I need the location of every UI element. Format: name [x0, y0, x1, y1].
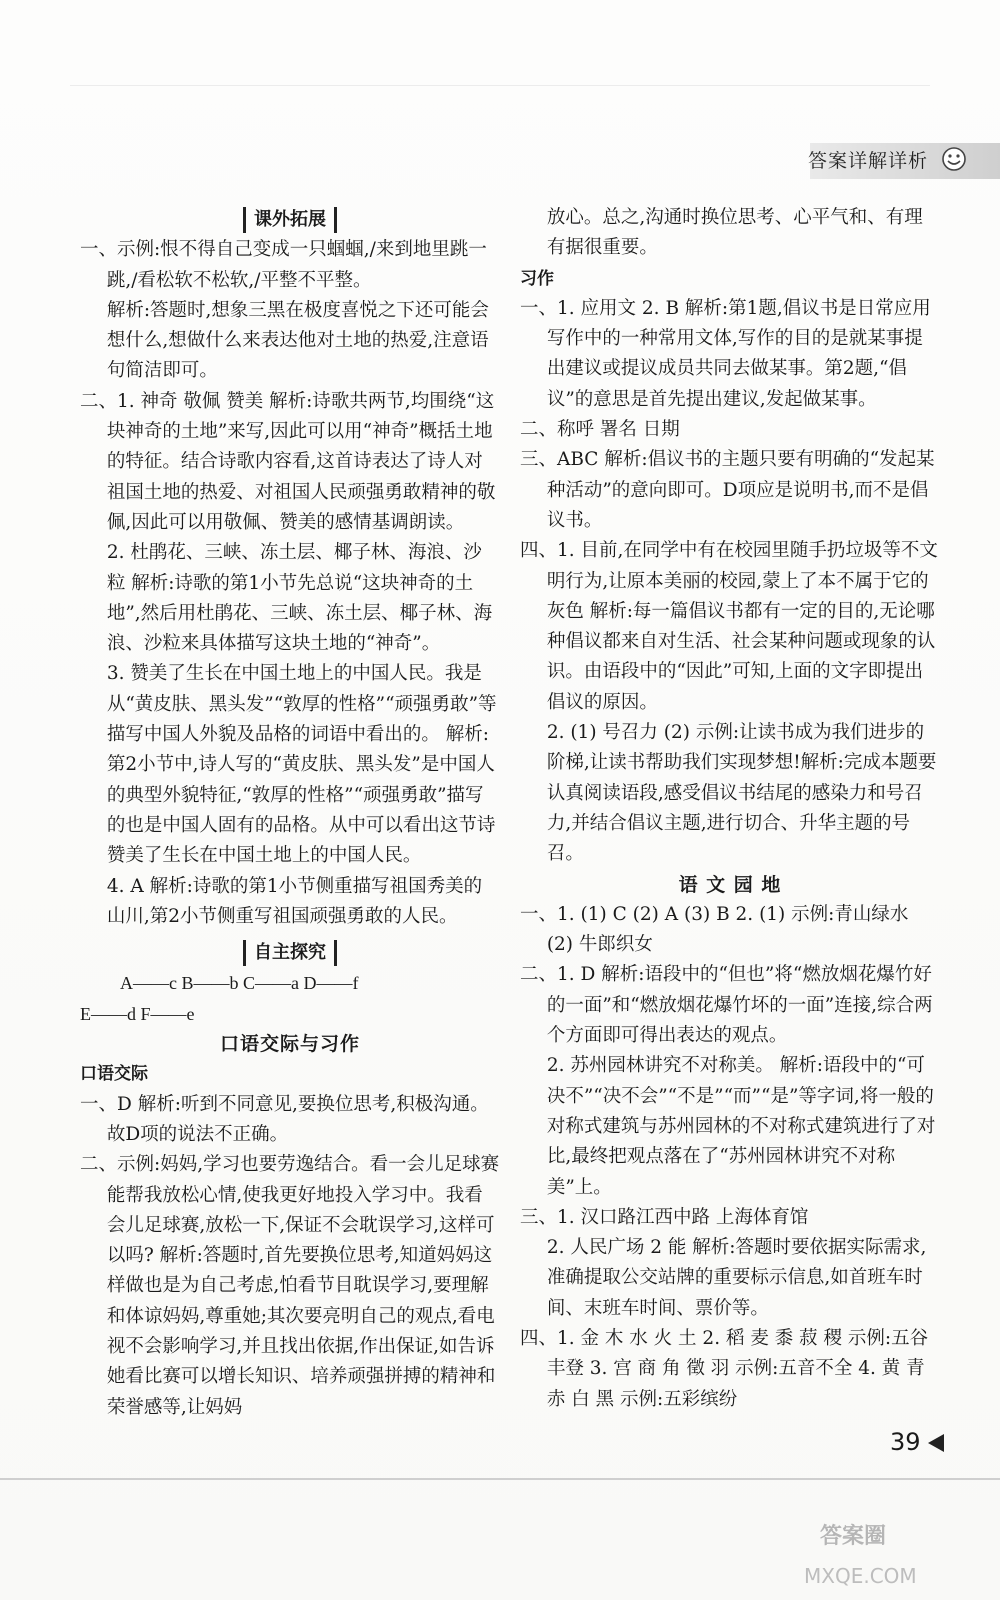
right-column: [520, 203, 940, 1415]
writing-answer-4-2: 2. (1) 号召力 (2) 示例:让读书成为我们进步的阶梯,让读书帮助我们实现梦想!解析:完成本题要认真阅读语段,感受倡议书结尾的感染力和号召力,并结合倡议主题,进行切合、升华主题的号召。: [546, 722, 937, 865]
garden-answer-3-1: 三、1. 汉口路江西中路 上海体育馆: [520, 1206, 809, 1228]
left-column: [80, 205, 500, 1423]
watermark-line2: MXQE.COM: [804, 1564, 917, 1588]
answer-2-3: 3. 赞美了生长在中国土地上的中国人民。我是从“黄皮肤、黑头发”“敦厚的性格”“顽强勇敢”等描写中国人外貌及品格的词语中看出的。 解析:第2小节中,诗人写的“黄皮肤、黑头发”是中国人的典型外貌特征,“敦厚的性格”“顽强勇敢”描写的也是中国人固有的品格。从中可以看出这节诗赞美了生长在中国土地上的中国人民。: [106, 663, 497, 867]
writing-answer-4-1: 四、1. 目前,在同学中有在校园里随手扔垃圾等不文明行为,让原本美丽的校园,蒙上了本不属于它的灰色 解析:每一篇倡议书都有一定的目的,无论哪种倡议都来自对生活、社会某种问题或现象的认识。由语段中的“因此”可知,上面的文字即提出倡议的原因。: [520, 540, 938, 713]
garden-answer-3-2: 2. 人民广场 2 能 解析:答题时要依据实际需求,准确提取公交站牌的重要标示信息,如首班车时间、末班车时间、票价等。: [546, 1237, 927, 1319]
smile-icon: [941, 146, 967, 172]
answer-2-2: 2. 杜鹃花、三峡、冻土层、椰子林、海浪、沙粒 解析:诗歌的第1小节先总说“这块神奇的土地”,然后用杜鹃花、三峡、冻土层、椰子林、海浪、沙粒来具体描写这块土地的“神奇”。: [106, 542, 493, 655]
analysis-1: 解析:答题时,想象三黑在极度喜悦之下还可能会想什么,想做什么来表达他对土地的热爱,注意语句简洁即可。: [106, 299, 489, 382]
watermark-line1: 答案圈: [820, 1524, 887, 1549]
section-title-extension: 课外拓展: [80, 205, 500, 235]
left-triangle-icon: [926, 1432, 946, 1454]
top-divider: [70, 85, 930, 86]
writing-answer-3: 三、ABC 解析:倡议书的主题只要有明确的“发起某种活动”的意向即可。D项应是说明书,而不是倡议书。: [520, 449, 935, 531]
oral-answer-2-cont: 放心。总之,沟通时换位思考、心平气和、有理有据很重要。: [546, 207, 923, 259]
heading-garden: 语 文 园 地: [678, 873, 782, 896]
subheading-writing: 习作: [520, 268, 554, 289]
section-title-explore: 自主探究: [80, 938, 500, 968]
answer-1: 一、示例:恨不得自己变成一只蝈蝈,/来到地里跳一跳,/看松软不松软,/平整不平整。: [80, 239, 487, 291]
writing-answer-2: 二、称呼 署名 日期: [520, 419, 680, 441]
answer-2-4: 4. A 解析:诗歌的第1小节侧重描写祖国秀美的山川,第2小节侧重写祖国顽强勇敢的人民。: [106, 875, 483, 927]
subheading-oral: 口语交际: [80, 1064, 148, 1085]
writing-answer-1: 一、1. 应用文 2. B 解析:第1题,倡议书是日常应用写作中的一种常用文体,写作的目的是就某事提出建议或提议成员共同去做某事。第2题,“倡议”的意思是首先提出建议,发起做某事。: [520, 297, 931, 410]
match-line-1: A——c B——b C——a D——f: [120, 973, 359, 994]
page-number: 39: [890, 1428, 921, 1456]
garden-answer-2-1: 二、1. D 解析:语段中的“但也”将“燃放烟花爆竹好的一面”和“燃放烟花爆竹坏的一面”连接,综合两个方面即可得出表达的观点。: [520, 964, 933, 1047]
garden-answer-1: 一、1. (1) C (2) A (3) B 2. (1) 示例:青山绿水 (2) 牛郎织女: [520, 903, 909, 956]
answer-2-1: 二、1. 神奇 敬佩 赞美 解析:诗歌共两节,均围绕“这块神奇的土地”来写,因此可以用“神奇”概括土地的特征。结合诗歌内容看,这首诗表达了诗人对祖国土地的热爱、对祖国人民顽强勇敢精神的敬佩,因此可以用敬佩、赞美的感情基调朗读。: [80, 390, 496, 533]
oral-answer-2: 二、示例:妈妈,学习也要劳逸结合。看一会儿足球赛能帮我放松心情,使我更好地投入学习中。我看会儿足球赛,放松一下,保证不会耽误学习,这样可以吗? 解析:答题时,首先要换位思考,知道妈妈这样做也是为自己考虑,怕看节目耽误学习,要理解和体谅妈妈,尊重她;其次要亮明自己的观点,看电视不会影响学习,并且找出依据,作出保证,如告诉她看比赛可以增长知识、培养顽强拼搏的精神和荣誉感等,让妈妈: [80, 1154, 500, 1418]
heading-oral: 口语交际与习作: [219, 1033, 360, 1056]
header-title: 答案详解详析: [808, 150, 929, 172]
garden-answer-4: 四、1. 金 木 水 火 土 2. 稻 麦 黍 菽 稷 示例:五谷丰登 3. 宫 商 角 徵 羽 示例:五音不全 4. 黄 青 赤 白 黑 示例:五彩缤纷: [520, 1327, 929, 1410]
bottom-divider: [0, 1478, 1000, 1480]
garden-answer-2-2: 2. 苏州园林讲究不对称美。 解析:语段中的“可决不”“决不会”“不是”“而”“是”等字词,将一般的对称式建筑与苏州园林的不对称式建筑进行了对比,最终把观点落在了“苏州园林讲究不对称美”上。: [546, 1055, 936, 1198]
oral-answer-1: 一、D 解析:听到不同意见,要换位思考,积极沟通。故D项的说法不正确。: [80, 1093, 489, 1145]
match-line-2: E——d F——e: [80, 1003, 195, 1024]
watermark-logo: [800, 1505, 980, 1595]
